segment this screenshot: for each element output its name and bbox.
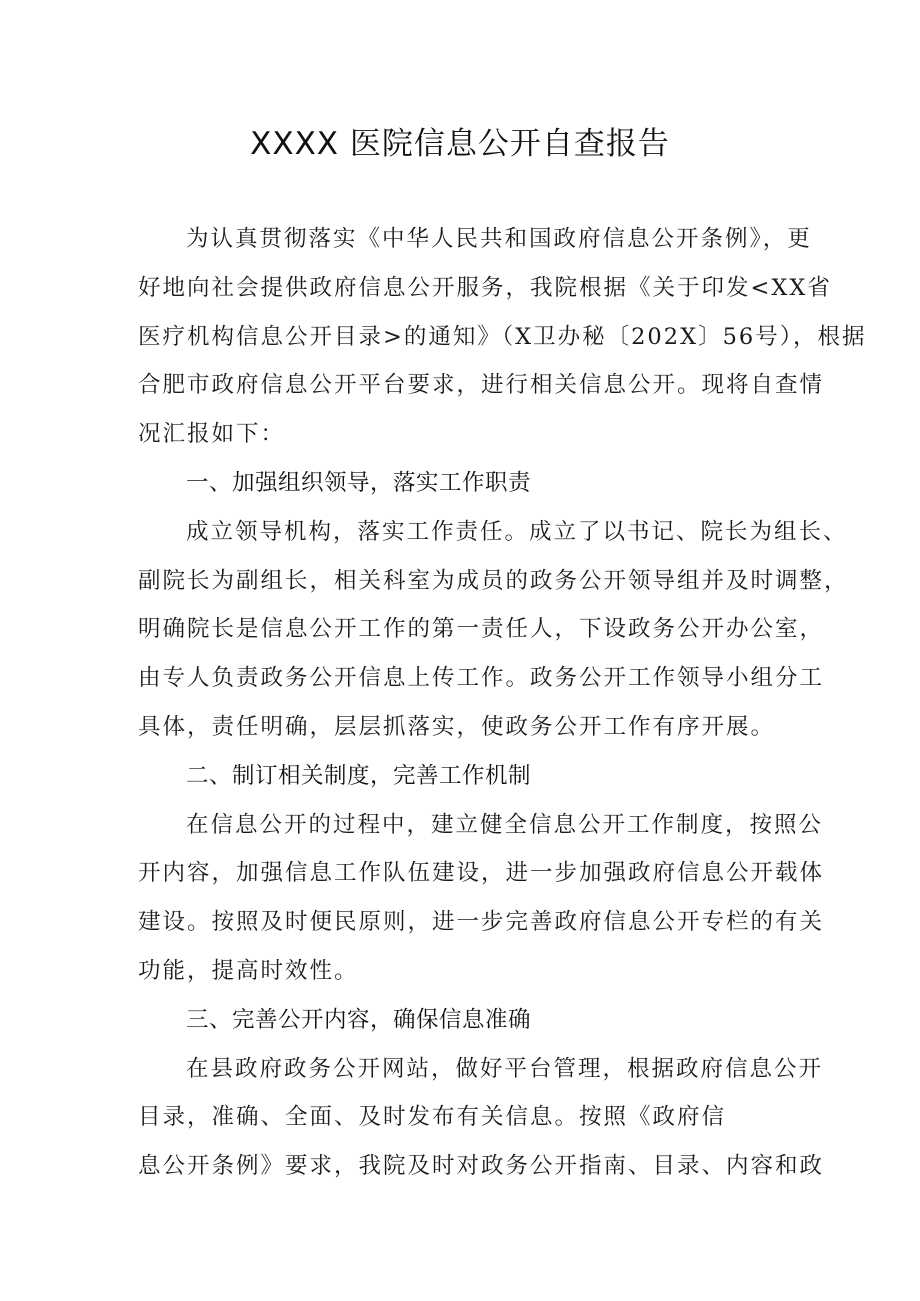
section3-line: 息公开条例》要求，我院及时对政务公开指南、目录、内容和政 xyxy=(138,1153,825,1180)
section1-line: 明确院长是信息公开工作的第一责任人，下设政务公开办公室， xyxy=(138,616,825,643)
intro-line: 况汇报如下： xyxy=(138,421,286,448)
section2-line: 建设。按照及时便民原则，进一步完善政府信息公开专栏的有关 xyxy=(138,909,825,936)
section-heading-2: 二、制订相关制度，完善工作机制 xyxy=(186,762,532,789)
section-heading-3: 三、完善公开内容，确保信息准确 xyxy=(186,1006,532,1033)
section1-line: 由专人负责政务公开信息上传工作。政务公开工作领导小组分工 xyxy=(138,665,825,692)
section3-line: 目录，准确、全面、及时发布有关信息。按照《政府信 xyxy=(138,1104,727,1131)
section1-line: 副院长为副组长，相关科室为成员的政务公开领导组并及时调整， xyxy=(138,567,849,594)
section-heading-1: 一、加强组织领导，落实工作职责 xyxy=(186,469,532,496)
document-body xyxy=(138,215,867,1191)
intro-line: 好地向社会提供政府信息公开服务，我院根据《关于印发<XX省 xyxy=(138,274,832,301)
intro-line: 合肥市政府信息公开平台要求，进行相关信息公开。现将自查情 xyxy=(138,372,825,399)
section1-line: 成立领导机构，落实工作责任。成立了以书记、院长为组长、 xyxy=(186,518,848,545)
section2-line: 开内容，加强信息工作队伍建设，进一步加强政府信息公开载体 xyxy=(138,860,825,887)
intro-line: 医疗机构信息公开目录>的通知》（X卫办秘〔202X〕56号），根据 xyxy=(138,323,867,350)
section1-line: 具体，责任明确，层层抓落实，使政务公开工作有序开展。 xyxy=(138,713,776,740)
section2-line: 在信息公开的过程中，建立健全信息公开工作制度，按照公 xyxy=(186,811,824,838)
section2-line: 功能，提高时效性。 xyxy=(138,957,359,984)
document-title: XXXX 医院信息公开自查报告 xyxy=(250,126,670,162)
intro-line: 为认真贯彻落实《中华人民共和国政府信息公开条例》，更 xyxy=(186,226,812,252)
section3-line: 在县政府政务公开网站，做好平台管理，根据政府信息公开 xyxy=(186,1055,824,1082)
